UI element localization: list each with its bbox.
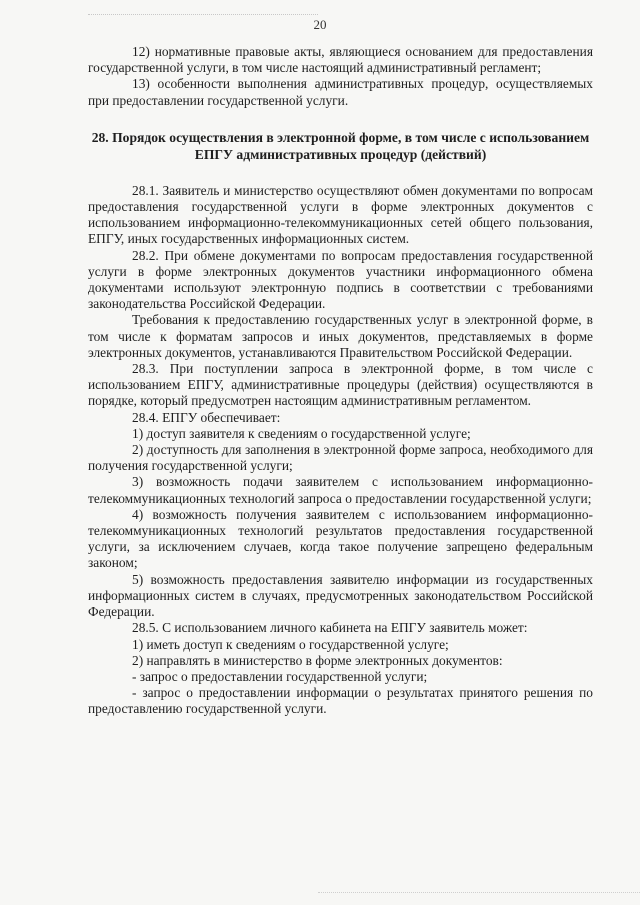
paragraph: 13) особенности выполнения административных процедур, осуществляемых при предоставлении государственной услуги. bbox=[88, 76, 593, 108]
paragraph: 28.4. ЕПГУ обеспечивает: bbox=[132, 409, 281, 425]
list-item: 2) доступность для заполнения в электронной форме запроса, необходимого для получения государственной услуги; bbox=[88, 442, 593, 474]
scan-artifact-line bbox=[88, 14, 318, 16]
paragraph: 28.3. При поступлении запроса в электронной форме, в том числе с использованием ЕПГУ, административные процедуры (действия) осуществляются в порядке, который предусмотрен настоящим административным регламентом. bbox=[88, 361, 593, 409]
page-number: 20 bbox=[313, 17, 327, 32]
list-item: - запрос о предоставлении государственной услуги; bbox=[132, 668, 428, 684]
paragraph: 28.2. При обмене документами по вопросам предоставления государственной услуги в форме электронных документов участники информационного обмена документами используют электронную подпись в соответствии с требованиями законодательства Российской Федерации. bbox=[88, 247, 593, 312]
list-item: - запрос о предоставлении информации о результатах принятого решения по предоставлению государственной услуги. bbox=[88, 685, 593, 717]
list-item: 5) возможность предоставления заявителю информации из государственных информационных систем в случаях, предусмотренных законодательством Российской Федерации. bbox=[88, 571, 593, 620]
paragraph: 28.1. Заявитель и министерство осуществляют обмен документами по вопросам предоставления государственной услуги в форме электронных документов с использованием информационно-телекоммуникационных сетей общего пользования, ЕПГУ, иных государственных информационных систем. bbox=[88, 182, 593, 247]
paragraph: Требования к предоставлению государственных услуг в электронной форме, в том числе к форматам запросов и иных документов, представляемых в форме электронных документов, устанавливаются Правительством Российской Федерации. bbox=[88, 312, 593, 360]
scan-artifact-line bbox=[318, 892, 640, 894]
section-heading: 28. Порядок осуществления в электронной форме, в том числе с использованием ЕПГУ административных процедур (действий) bbox=[91, 129, 590, 162]
list-item: 3) возможность подачи заявителем с использованием информационно-телекоммуникационных технологий запроса о предоставлении государственной услуги; bbox=[88, 474, 593, 506]
paragraph: 28.5. С использованием личного кабинета на ЕПГУ заявитель может: bbox=[132, 620, 528, 636]
list-item: 1) иметь доступ к сведениям о государственной услуге; bbox=[132, 636, 449, 652]
list-item: 2) направлять в министерство в форме электронных документов: bbox=[132, 652, 503, 668]
paragraph: 12) нормативные правовые акты, являющиеся основанием для предоставления государственной услуги, в том числе настоящий административный регламент; bbox=[88, 44, 593, 76]
list-item: 4) возможность получения заявителем с использованием информационно-телекоммуникационных технологий результатов предоставления государственной услуги, за исключением случаев, когда такое получение запрещено федеральным законом; bbox=[88, 506, 593, 571]
document-body bbox=[88, 44, 593, 718]
list-item: 1) доступ заявителя к сведениям о государственной услуге; bbox=[132, 425, 471, 441]
